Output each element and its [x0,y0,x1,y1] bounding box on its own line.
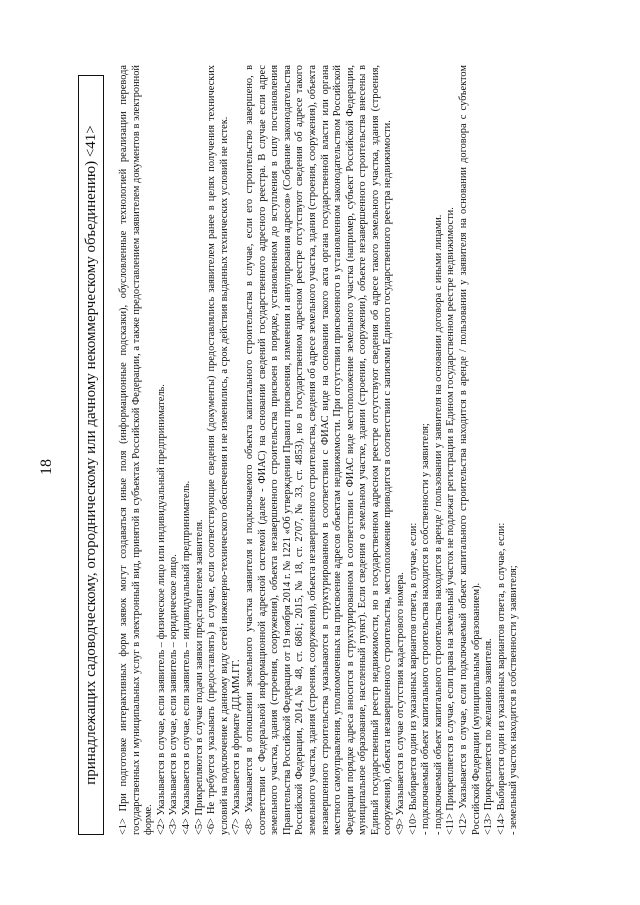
footnote: <8> Указывается в отношении земельного участка заявителя и подключаемого объекта капитального строительства в случае, если его строительство завершено, в соответствии с Федеральной информационной адресной системой (далее - ФИАС) на основании сведений государственного адресного реестра. В случае если адрес земельного участка, здания (строения, сооружения), объекта незавершенного строительства присвоен в порядке, установленном до вступления в силу постановления Правительства Российской Федерации от 19 ноября 2014 г. № 1221 «Об утверждении Правил присвоения, изменения и аннулирования адресов» (Собрание законодательства Российской Федерации, 2014, № 48, ст. 6861; 2015, № 18, ст. 2707, № 33, ст. 4853), но в государственном адресном реестре отсутствуют сведения об адресе такого земельного участка, здания (строения, сооружения), объекта незавершенного строительства, сведения об адресе земельного участка, здания (строения, сооружения), объекта незавершенного строительства указываются в структурированном в соответствии с ФИАС виде на основании такого акта органа государственной власти или органа местного самоуправления, уполномоченных на присвоение адресов объектам недвижимости. При отсутствии присвоенного в установленном законодательством Российской Федерации порядке адреса вносится в структурированном в соответствии с ФИАС виде местоположение земельного участка (например, субъект Российской Федерации, муниципальное образование, населенный пункт). Если сведения о земельном участке, здании (строении, сооружении), объекте незавершенного строительства внесены в Единый государственный реестр недвижимости, но в государственном адресном реестре отсутствуют сведения об адресе такого земельного участка, здания (строения, сооружения), объекта незавершенного строительства, местоположение приводится в соответствии с записями Единого государственного реестра недвижимости. [243,65,394,835]
footnote: <5> Прикрепляются в случае подачи заявки представителем заявителя. [193,519,205,835]
footnote: - подключаемый объект капитального строительства находится в аренде / пользовании у заявителя на основании договора с иными лицами. [432,214,444,835]
footnote: <1> При подготовке интерактивных форм заявок могут создаваться иные поля (информационные подсказки), обусловленные технологией реализации перевода государственных и муниципальных услуг в электронный вид, принятой в субъектах Российской Федерации, а также предоставлением заявителем документов в электронной форме. [118,65,155,835]
footnotes-body [118,65,521,835]
footnote: <11> Прикрепляется в случае, если права на земельный участок не подлежат регистрации в Едином государственном реестре недвижимости. [445,207,457,835]
footnote: <12> Указывается в случае, если подключаемый объект капитального строительства находится в аренде / пользовании у заявителя на основании договора с субъектом Российской Федерации (муниципальным образованием). [458,65,482,835]
footnote: <7> Указывается в формате ДД.ММ.ГГ. [231,659,243,835]
footnote: <6> Не требуется указывать (предоставлять) в случае, если соответствующие сведения (документы) предоставлялись заявителем ранее в целях получения технических условий на подключение к данному виду сетей инженерно-технического обеспечения и не изменились, а срок действия выданных технических условий не истек. [206,65,230,835]
footnote: - подключаемый объект капитального строительства находится в собственности у заявителя; [420,423,432,835]
footnote: <13> Прикрепляется по желанию заявителя. [483,638,495,835]
page-number: 18 [38,459,55,475]
footnote: <2> Указывается в случае, если заявитель – физическое лицо или индивидуальный предприниматель. [155,384,167,835]
footnote: <3> Указывается в случае, если заявитель – юридическое лицо. [168,554,180,835]
footnote: <14> Выбирается один из указанных вариантов ответа, в случае, если: [495,522,507,835]
footnote: <9> Указывается в случае отсутствия кадастрового номера. [395,572,407,835]
footnote: - земельный участок находится в собственности у заявителя; [508,565,520,835]
footnote: <10> Выбирается один из указанных вариантов ответа, в случае, если: [407,522,419,835]
footnote: <4> Указывается в случае, если заявитель – индивидуальный предприниматель. [180,480,192,835]
page-title: принадлежащих садоводческому, огородническому или дачному некоммерческому объединению) <41> [78,75,104,835]
